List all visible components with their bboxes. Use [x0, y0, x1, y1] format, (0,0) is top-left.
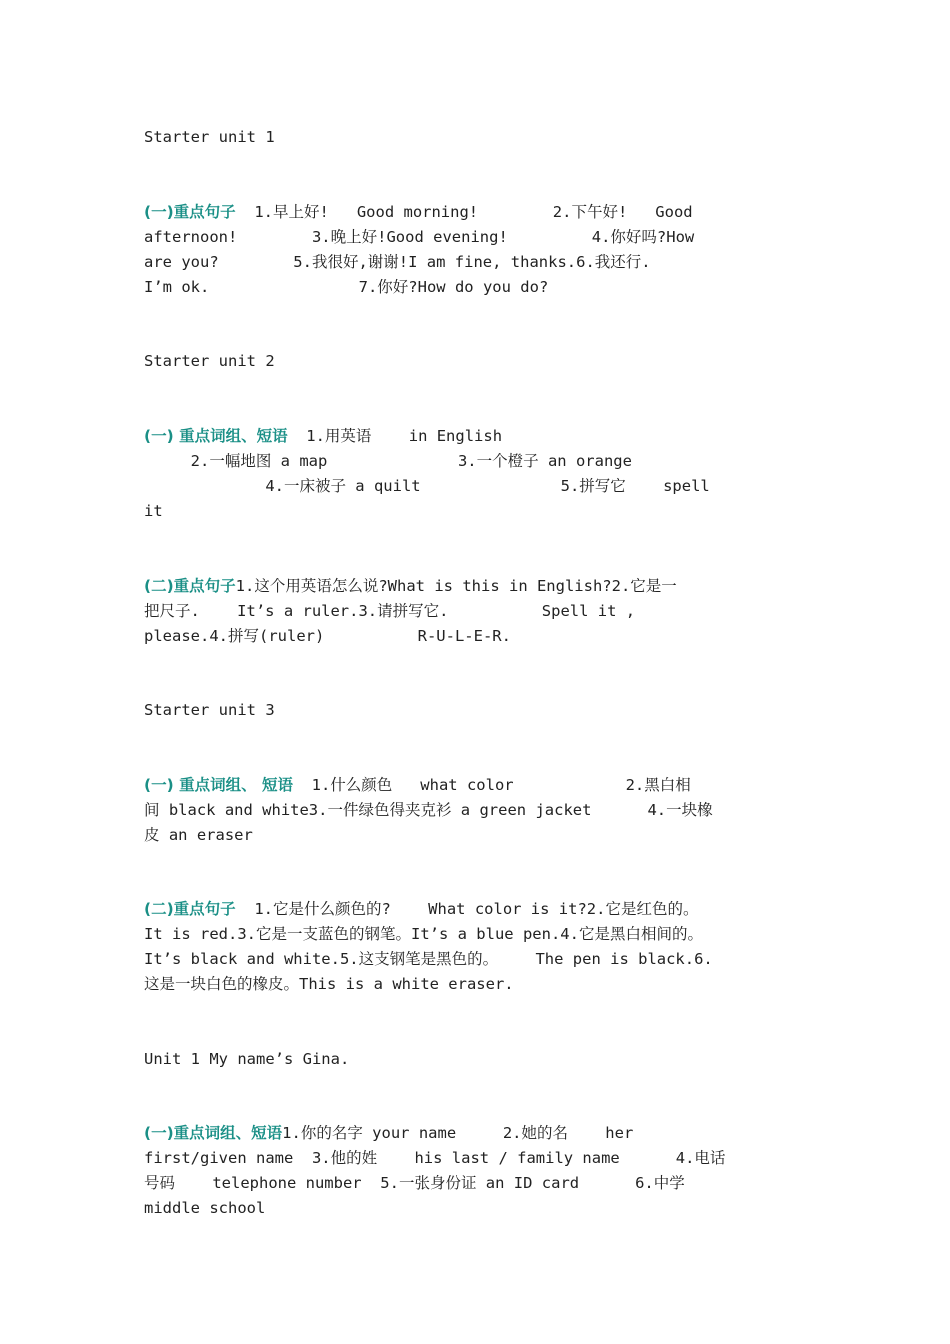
- text-line: 1.早上好! Good morning! 2.下午好! Good: [235, 203, 693, 221]
- section-heading-starter-unit-1: Starter unit 1: [144, 128, 275, 146]
- label-key-sentences: (二)重点句子: [144, 577, 236, 595]
- paragraph-starter-3-key-phrases: [144, 773, 814, 848]
- text-line: It is red.3.它是一支蓝色的钢笔。It’s a blue pen.4.它是黑白相间的。: [144, 925, 703, 943]
- label-key-phrases: (一) 重点词组、 短语: [144, 776, 293, 794]
- section-heading-unit-1: Unit 1 My name’s Gina.: [144, 1050, 350, 1068]
- text-line: 把尺子. It’s a ruler.3.请拼写它. Spell it ,: [144, 602, 636, 620]
- paragraph-starter-1-key-sentences: [144, 200, 814, 300]
- text-line: 号码 telephone number 5.一张身份证 an ID card 6.中学: [144, 1174, 685, 1192]
- text-line: 1.你的名字 your name 2.她的名 her: [282, 1124, 634, 1142]
- text-line: 4.一床被子 a quilt 5.拼写它 spell: [144, 477, 710, 495]
- paragraph-starter-2-key-sentences: [144, 574, 814, 649]
- text-line: 1.什么颜色 what color 2.黑白相: [292, 776, 691, 794]
- text-line: 皮 an eraser: [144, 826, 253, 844]
- text-line: 1.这个用英语怎么说?What is this in English?2.它是一: [235, 577, 677, 595]
- text-line: 间 black and white3.一件绿色得夹克衫 a green jacket 4.一块橡: [144, 801, 713, 819]
- paragraph-unit-1-key-phrases: [144, 1121, 814, 1221]
- section-heading-starter-unit-3: Starter unit 3: [144, 701, 275, 719]
- label-key-sentences: (二)重点句子: [144, 900, 236, 918]
- text-line: 1.用英语 in English: [287, 427, 503, 445]
- text-line: are you? 5.我很好,谢谢!I am fine, thanks.6.我还行.: [144, 253, 651, 271]
- text-line: 2.一幅地图 a map 3.一个橙子 an orange: [144, 452, 632, 470]
- text-line: 这是一块白色的橡皮。This is a white eraser.: [144, 975, 514, 993]
- paragraph-starter-2-key-phrases: [144, 424, 814, 524]
- text-line: I’m ok. 7.你好?How do you do?: [144, 278, 549, 296]
- text-line: middle school: [144, 1199, 266, 1217]
- text-line: afternoon! 3.晚上好!Good evening! 4.你好吗?How: [144, 228, 695, 246]
- label-key-sentences: (一)重点句子: [144, 203, 236, 221]
- section-heading-starter-unit-2: Starter unit 2: [144, 352, 275, 370]
- paragraph-starter-3-key-sentences: [144, 897, 814, 997]
- label-key-phrases: (一)重点词组、短语: [144, 1124, 283, 1142]
- text-line: 1.它是什么颜色的? What color is it?2.它是红色的。: [235, 900, 699, 918]
- text-line: It’s black and white.5.这支钢笔是黑色的。 The pen is black.6.: [144, 950, 713, 968]
- text-line: it: [144, 502, 163, 520]
- text-line: first/given name 3.他的姓 his last / family name 4.电话: [144, 1149, 726, 1167]
- text-line: please.4.拼写(ruler) R-U-L-E-R.: [144, 627, 511, 645]
- label-key-phrases: (一) 重点词组、短语: [144, 427, 288, 445]
